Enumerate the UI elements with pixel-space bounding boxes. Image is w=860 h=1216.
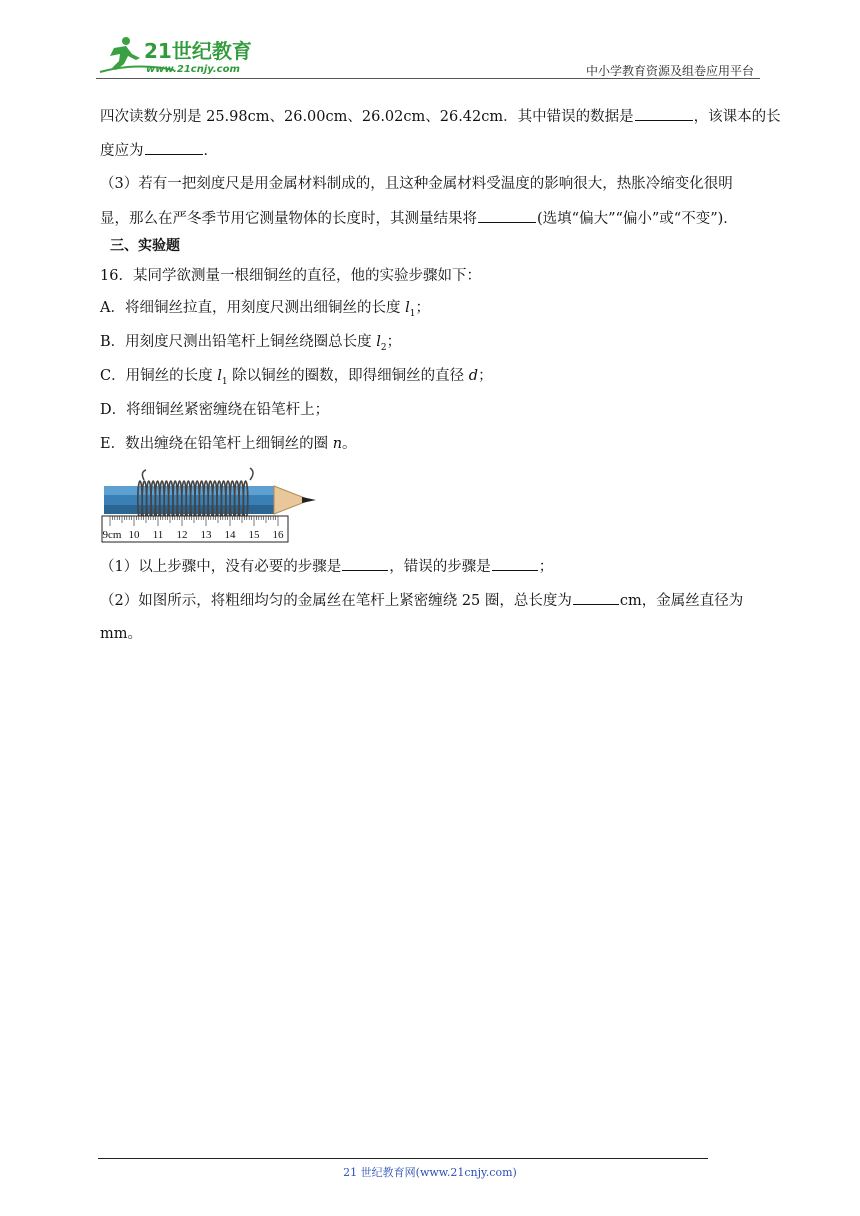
part-1: （1）以上步骤中，没有必要的步骤是 ，错误的步骤是 ； <box>100 556 553 577</box>
logo <box>96 32 266 76</box>
step-c: C．用铜丝的长度 $l_1$ 除以铜丝的圈数，即得细铜丝的直径 d； <box>100 368 493 387</box>
question-16: 16．某同学欲测量一根细铜丝的直径，他的实验步骤如下： <box>100 268 481 284</box>
ruler-label: 9cm <box>102 529 122 541</box>
answer-blank[interactable] <box>635 106 693 121</box>
answer-blank[interactable] <box>478 208 536 223</box>
step-d: D．将细铜丝紧密缠绕在铅笔杆上； <box>100 402 330 418</box>
text-line-1: 四次读数分别是 25.98cm、26.00cm、26.02cm、26.42cm．其中错误的数据是 ，该课本的长 <box>100 106 781 127</box>
logo-text: 21世纪教育 <box>144 39 252 63</box>
step-a: A．将细铜丝拉直，用刻度尺测出细铜丝的长度 $l_1$； <box>100 300 430 319</box>
ruler-label: 12 <box>176 529 188 541</box>
page-header <box>96 30 760 80</box>
header-divider <box>96 78 760 79</box>
answer-blank[interactable] <box>342 556 388 571</box>
footer-text: 21 世纪教育网(www.21cnjy.com) <box>343 1166 517 1179</box>
ruler-label: 10 <box>128 529 140 541</box>
ruler-label: 15 <box>248 529 260 541</box>
ruler-label: 13 <box>200 529 212 541</box>
answer-blank[interactable] <box>145 140 203 155</box>
logo-url: www.21cnjy.com <box>146 64 240 75</box>
part-2: （2）如图所示，将粗细均匀的金属丝在笔杆上紧密缠绕 25 圈，总长度为 cm，金属丝直径为 <box>100 590 743 611</box>
pencil-coil-figure <box>100 466 320 544</box>
ruler-label: 11 <box>152 529 164 541</box>
text-line-4: 显，那么在严冬季节用它测量物体的长度时，其测量结果将 (选填“偏大”“偏小”或“不变”)． <box>100 208 738 229</box>
step-e: E．数出缠绕在铅笔杆上细铜丝的圈 n。 <box>100 436 357 452</box>
answer-blank[interactable] <box>573 590 619 605</box>
step-b: B．用刻度尺测出铅笔杆上铜丝绕圈总长度 $l_2$； <box>100 334 402 353</box>
section-title: 三、实验题 <box>110 238 180 254</box>
ruler-label: 16 <box>272 529 284 541</box>
text-line-2: 度应为 ． <box>100 140 218 161</box>
footer-divider <box>98 1158 708 1159</box>
ruler-label: 14 <box>224 529 236 541</box>
answer-blank[interactable] <box>492 556 538 571</box>
text-line-3: （3）若有一把刻度尺是用金属材料制成的，且这种金属材料受温度的影响很大，热胀冷缩变化很明 <box>100 176 733 192</box>
platform-label: 中小学教育资源及组卷应用平台 <box>585 64 754 78</box>
part-2-cont: mm。 <box>100 626 142 642</box>
